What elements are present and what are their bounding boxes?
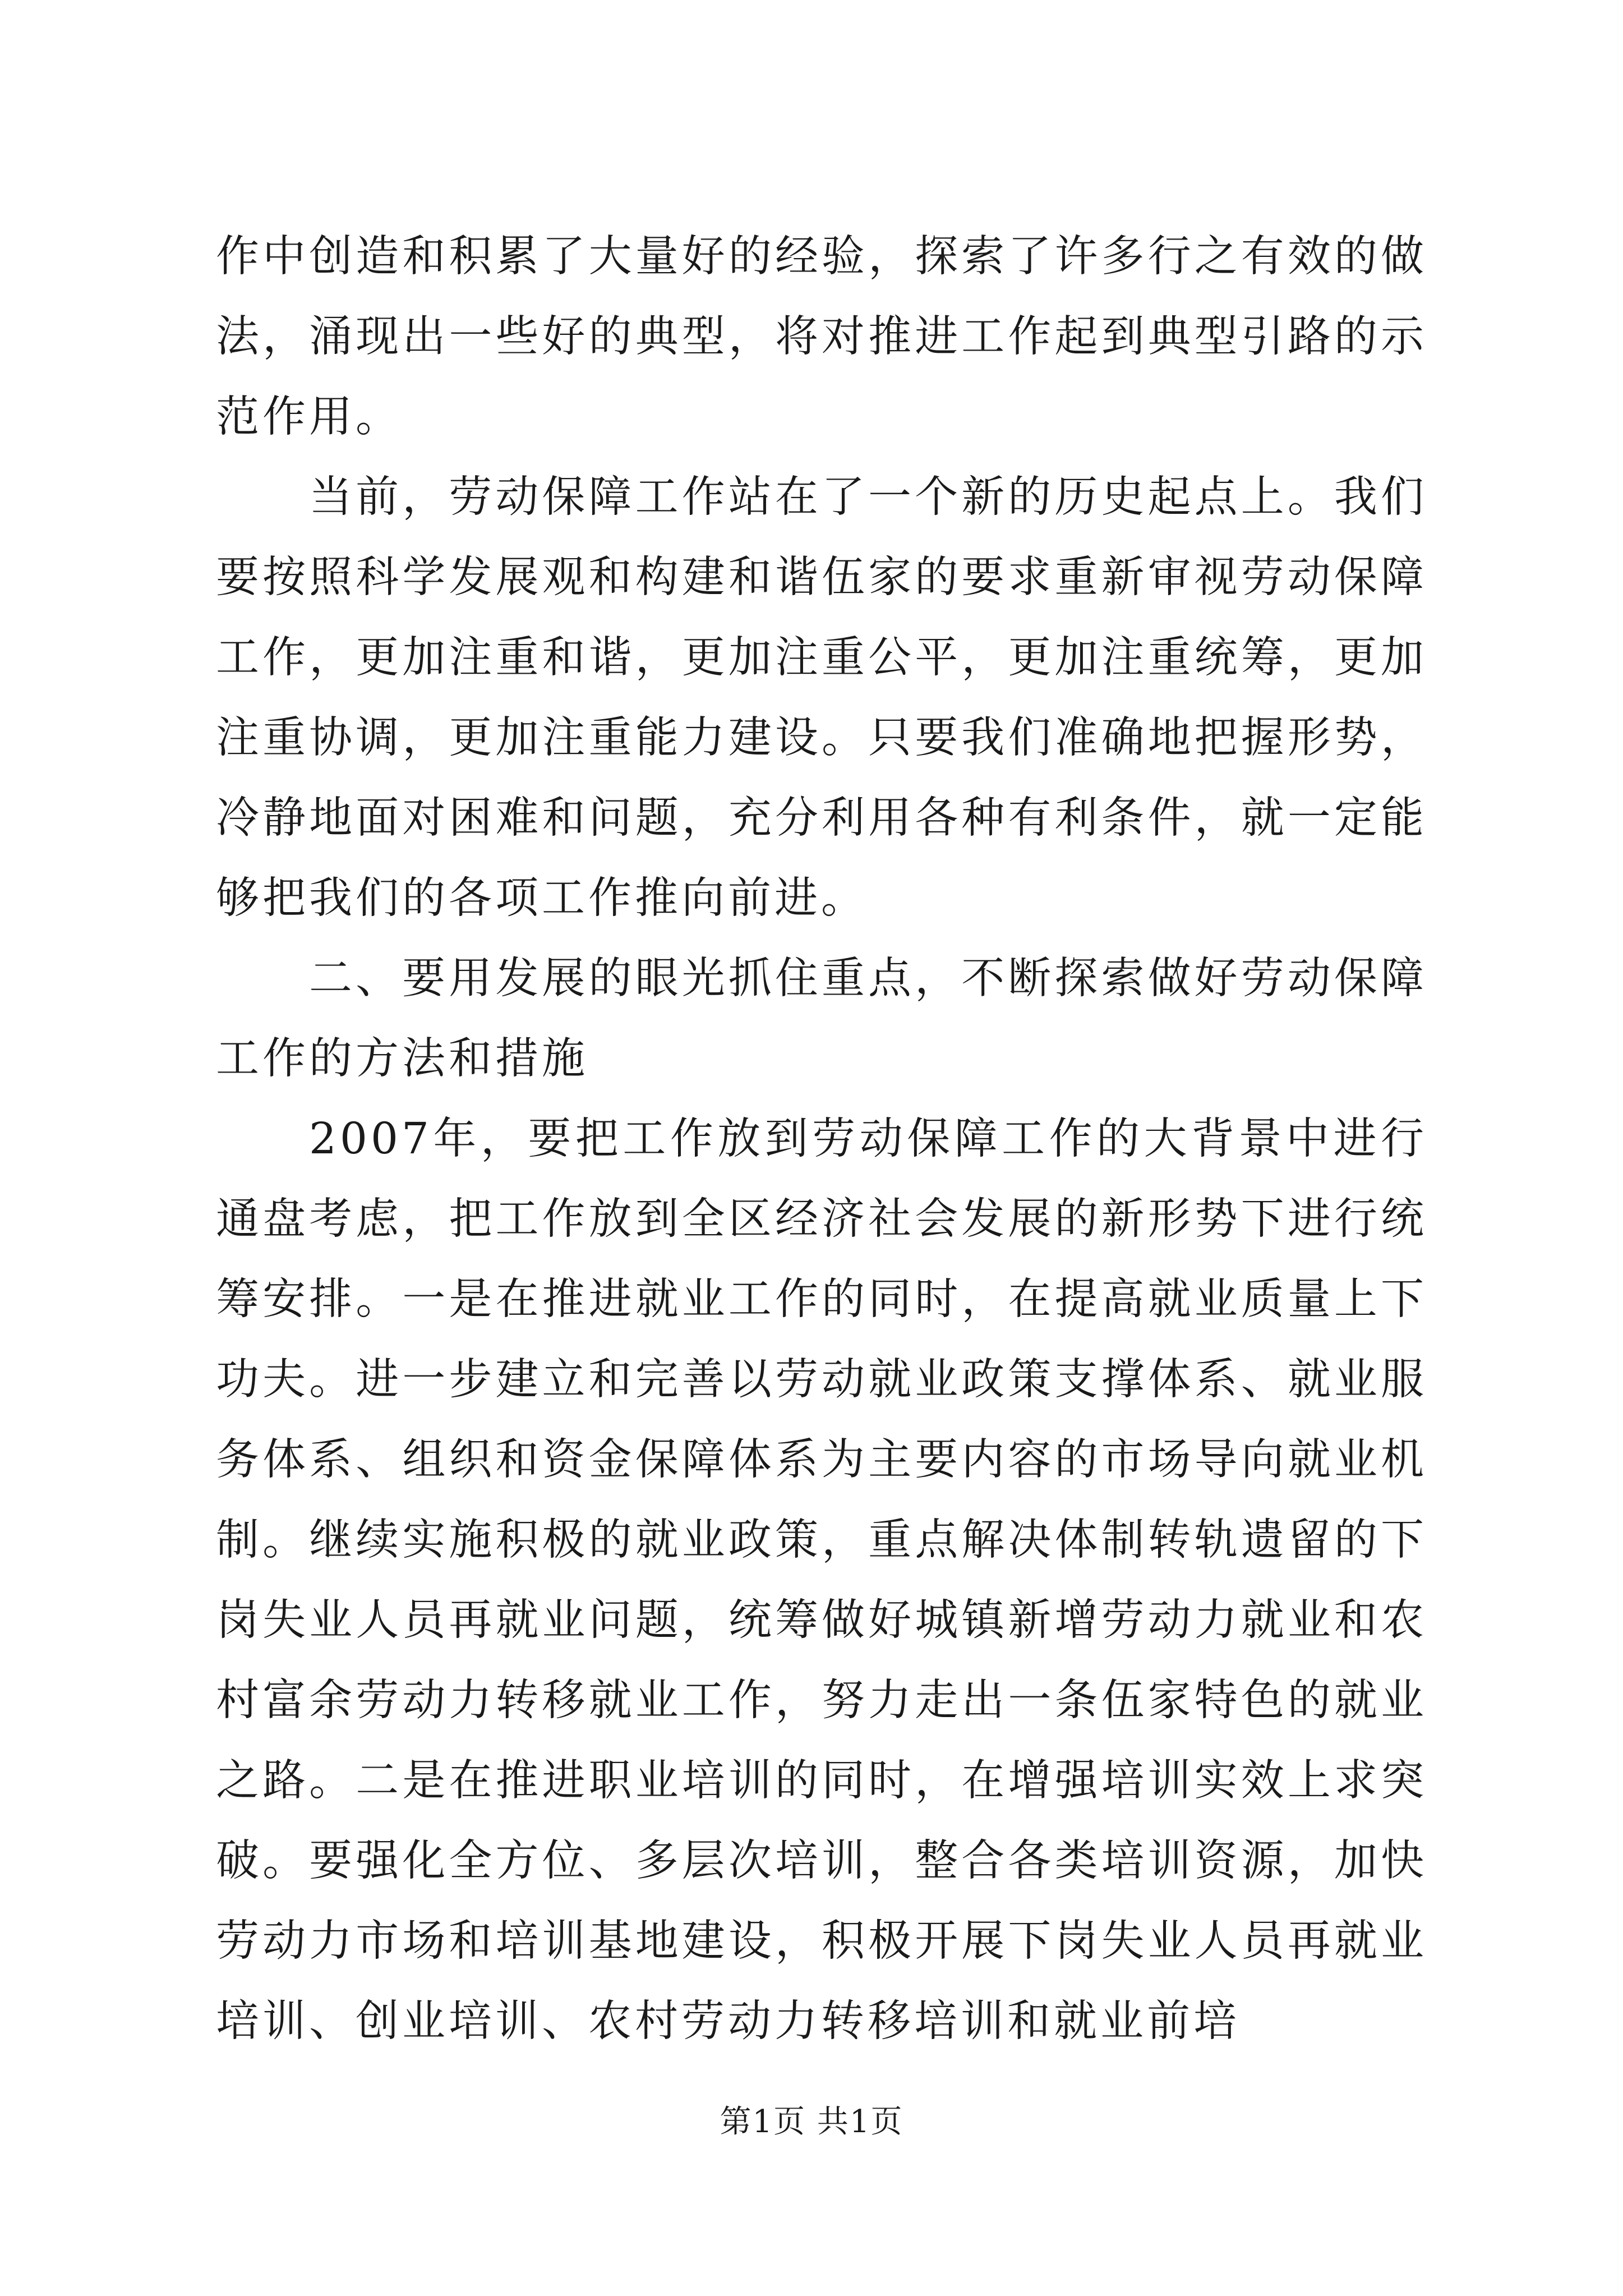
- page-number-footer: 第1页 共1页: [720, 2104, 903, 2140]
- paragraph-3: 2007年，要把工作放到劳动保障工作的大背景中进行通盘考虑，把工作放到全区经济社会发展的新形势下进行统筹安排。一是在推进就业工作的同时，在提高就业质量上下功夫。进一步建立和完善以劳动就业政策支撑体系、就业服务体系、组织和资金保障体系为主要内容的市场导向就业机制。继续实施积极的就业政策，重点解决体制转轨遗留的下岗失业人员再就业问题，统筹做好城镇新增劳动力就业和农村富余劳动力转移就业工作，努力走出一条伍家特色的就业之路。二是在推进职业培训的同时，在增强培训实效上求突破。要强化全方位、多层次培训，整合各类培训资源，加快劳动力市场和培训基地建设，积极开展下岗失业人员再就业培训、创业培训、农村劳动力转移培训和就业前培: [216, 1114, 1427, 2046]
- document-body: [216, 217, 1427, 2062]
- paragraph-1: 作中创造和积累了大量好的经验，探索了许多行之有效的做法，涌现出一些好的典型，将对推进工作起到典型引路的示范作用。: [216, 232, 1427, 442]
- paragraph-2: 当前，劳动保障工作站在了一个新的历史起点上。我们要按照科学发展观和构建和谐伍家的要求重新审视劳动保障工作，更加注重和谐，更加注重公平，更加注重统筹，更加注重协调，更加注重能力建设。只要我们准确地把握形势，冷静地面对困难和问题，充分利用各种有利条件，就一定能够把我们的各项工作推向前进。: [216, 472, 1427, 923]
- section-heading: 二、要用发展的眼光抓住重点，不断探索做好劳动保障工作的方法和措施: [216, 954, 1427, 1084]
